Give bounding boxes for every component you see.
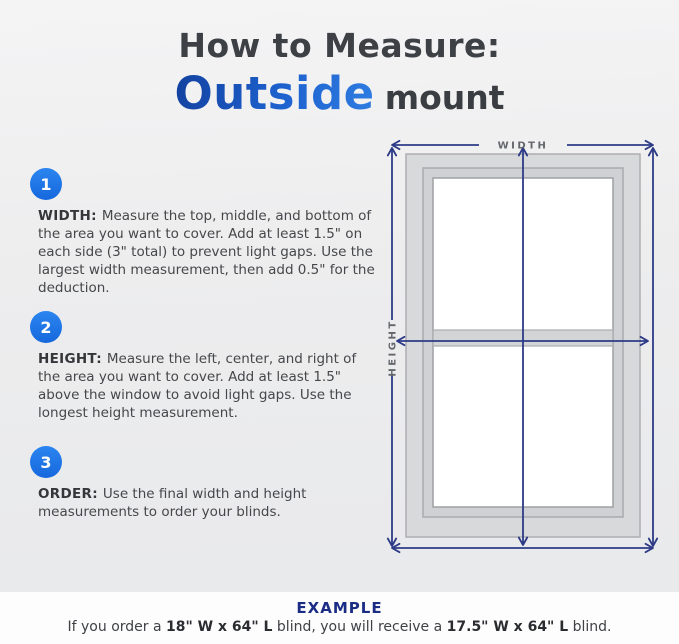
step-3-label: ORDER: — [38, 486, 98, 502]
width-label: WIDTH — [497, 140, 549, 152]
ordered-size: 18" W x 64" L — [166, 619, 273, 635]
received-size: 17.5" W x 64" L — [446, 619, 569, 635]
step-2-label: HEIGHT: — [38, 351, 102, 367]
title-line2 — [0, 67, 679, 120]
page-title — [0, 26, 679, 120]
step-3-number-badge: 3 — [30, 446, 62, 478]
window-diagram — [378, 128, 678, 568]
step-2-number-badge: 2 — [30, 311, 62, 343]
step-2-text: HEIGHT: Measure the left, center, and right of the area you want to cover. Add at least 1.5" above the window to avoid light gaps. Use the longest height measurement. — [38, 351, 357, 422]
step-3 — [30, 446, 378, 521]
step-1-text: WIDTH: Measure the top, middle, and bottom of the area you want to cover. Add at least 1.5" on each side (3" total) to prevent light gaps. Use the largest width measurement, then add 0.5" for the deduction. — [38, 208, 375, 297]
title-accent: Outside — [174, 67, 375, 120]
title-line1: How to Measure: — [178, 26, 501, 65]
example-heading: EXAMPLE — [296, 599, 383, 617]
height-label: HEIGHT — [387, 319, 399, 377]
example-sentence: If you order a 18" W x 64" L blind, you will receive a 17.5" W x 64" L blind. — [67, 619, 612, 635]
example-footer — [0, 592, 679, 644]
step-2 — [30, 311, 378, 422]
step-1-number-badge: 1 — [30, 168, 62, 200]
step-1-label: WIDTH: — [38, 208, 97, 224]
title-suffix: mount — [384, 78, 505, 117]
step-1 — [30, 168, 378, 297]
step-3-text: ORDER: Use the final width and height measurements to order your blinds. — [38, 486, 307, 521]
